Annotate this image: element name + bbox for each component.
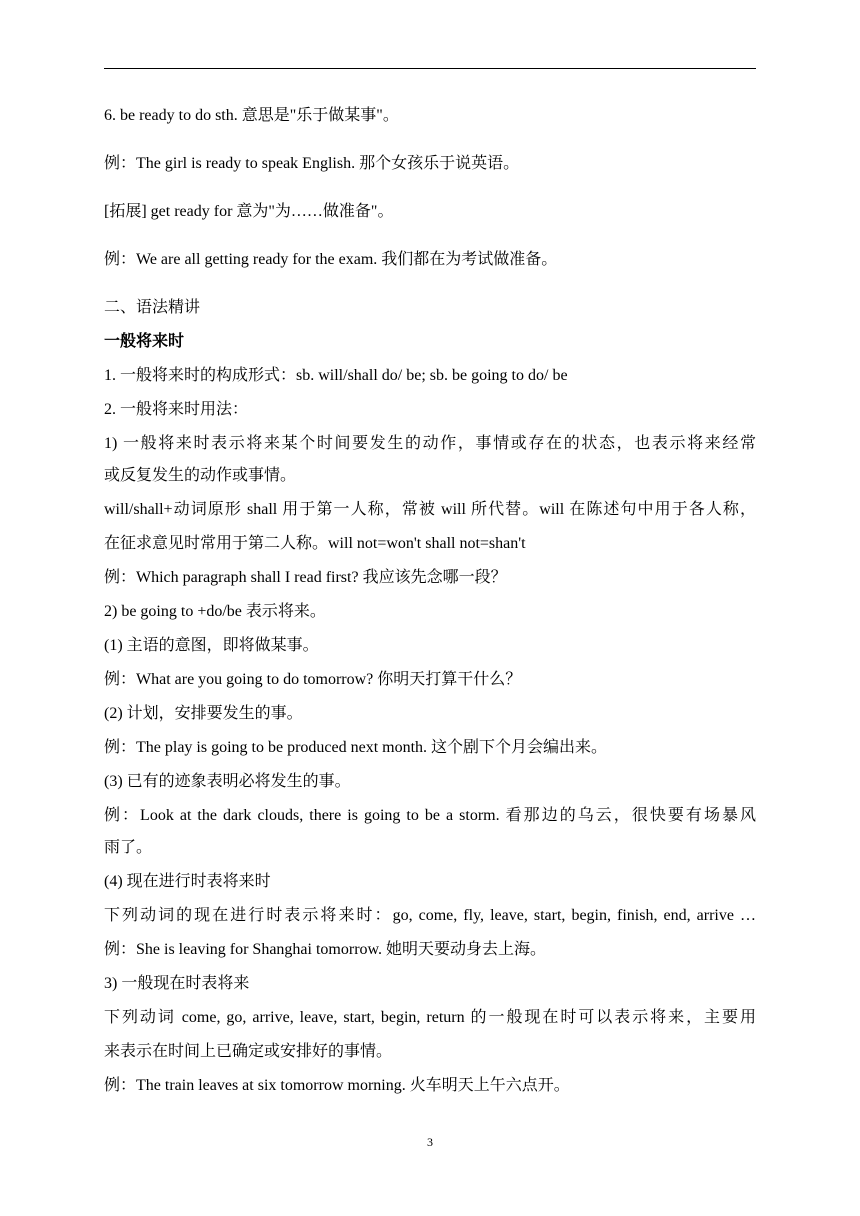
example-line: 例：Look at the dark clouds, there is going to be a storm. 看那边的乌云，很快要有场暴风 [104,807,756,824]
text-line: 6. be ready to do sth. 意思是"乐于做某事"。 [104,107,399,124]
text-line: 来表示在时间上已确定或安排好的事情。 [104,1043,393,1060]
example-line: 例：What are you going to do tomorrow? 你明天打算干什么？ [104,671,522,688]
example-line: 例：Which paragraph shall I read first? 我应该先念哪一段？ [104,569,507,586]
section-heading: 二、语法精讲 [104,299,201,316]
example-line: 例：The girl is ready to speak English. 那个女孩乐于说英语。 [104,155,520,172]
text-line: 在征求意见时常用于第二人称。will not=won't shall not=shan't [104,535,526,552]
text-line: 雨了。 [104,839,153,856]
text-line: 下列动词的现在进行时表示将来时：go, come, fly, leave, start, begin, finish, end, arrive … [104,907,756,924]
text-line: (1) 主语的意图，即将做某事。 [104,637,319,654]
text-line: (2) 计划，安排要发生的事。 [104,705,303,722]
text-line: 2) be going to +do/be 表示将来。 [104,603,326,620]
text-line: 1. 一般将来时的构成形式：sb. will/shall do/ be; sb. be going to do/ be [104,367,568,384]
text-line: 3) 一般现在时表将来 [104,975,250,992]
example-line: 例：We are all getting ready for the exam. 我们都在为考试做准备。 [104,251,558,268]
header-rule [104,68,756,69]
text-line: 1) 一般将来时表示将来某个时间要发生的动作，事情或存在的状态，也表示将来经常 [104,435,756,452]
text-line: 2. 一般将来时用法： [104,401,249,418]
text-line: will/shall+动词原形 shall 用于第一人称，常被 will 所代替。will 在陈述句中用于各人称， [104,501,756,518]
example-line: 例：The train leaves at six tomorrow morning. 火车明天上午六点开。 [104,1077,570,1094]
subsection-heading: 一般将来时 [104,333,185,350]
example-line: 例：She is leaving for Shanghai tomorrow. 她明天要动身去上海。 [104,941,547,958]
example-line: 例：The play is going to be produced next month. 这个剧下个月会编出来。 [104,739,608,756]
text-line: 下列动词 come, go, arrive, leave, start, begin, return 的一般现在时可以表示将来，主要用 [104,1009,756,1026]
text-line: (3) 已有的迹象表明必将发生的事。 [104,773,351,790]
text-line: (4) 现在进行时表将来时 [104,873,271,890]
text-line: [拓展] get ready for 意为"为……做准备"。 [104,203,394,220]
text-line: 或反复发生的动作或事情。 [104,467,297,484]
page-number: 3 [427,1135,433,1149]
